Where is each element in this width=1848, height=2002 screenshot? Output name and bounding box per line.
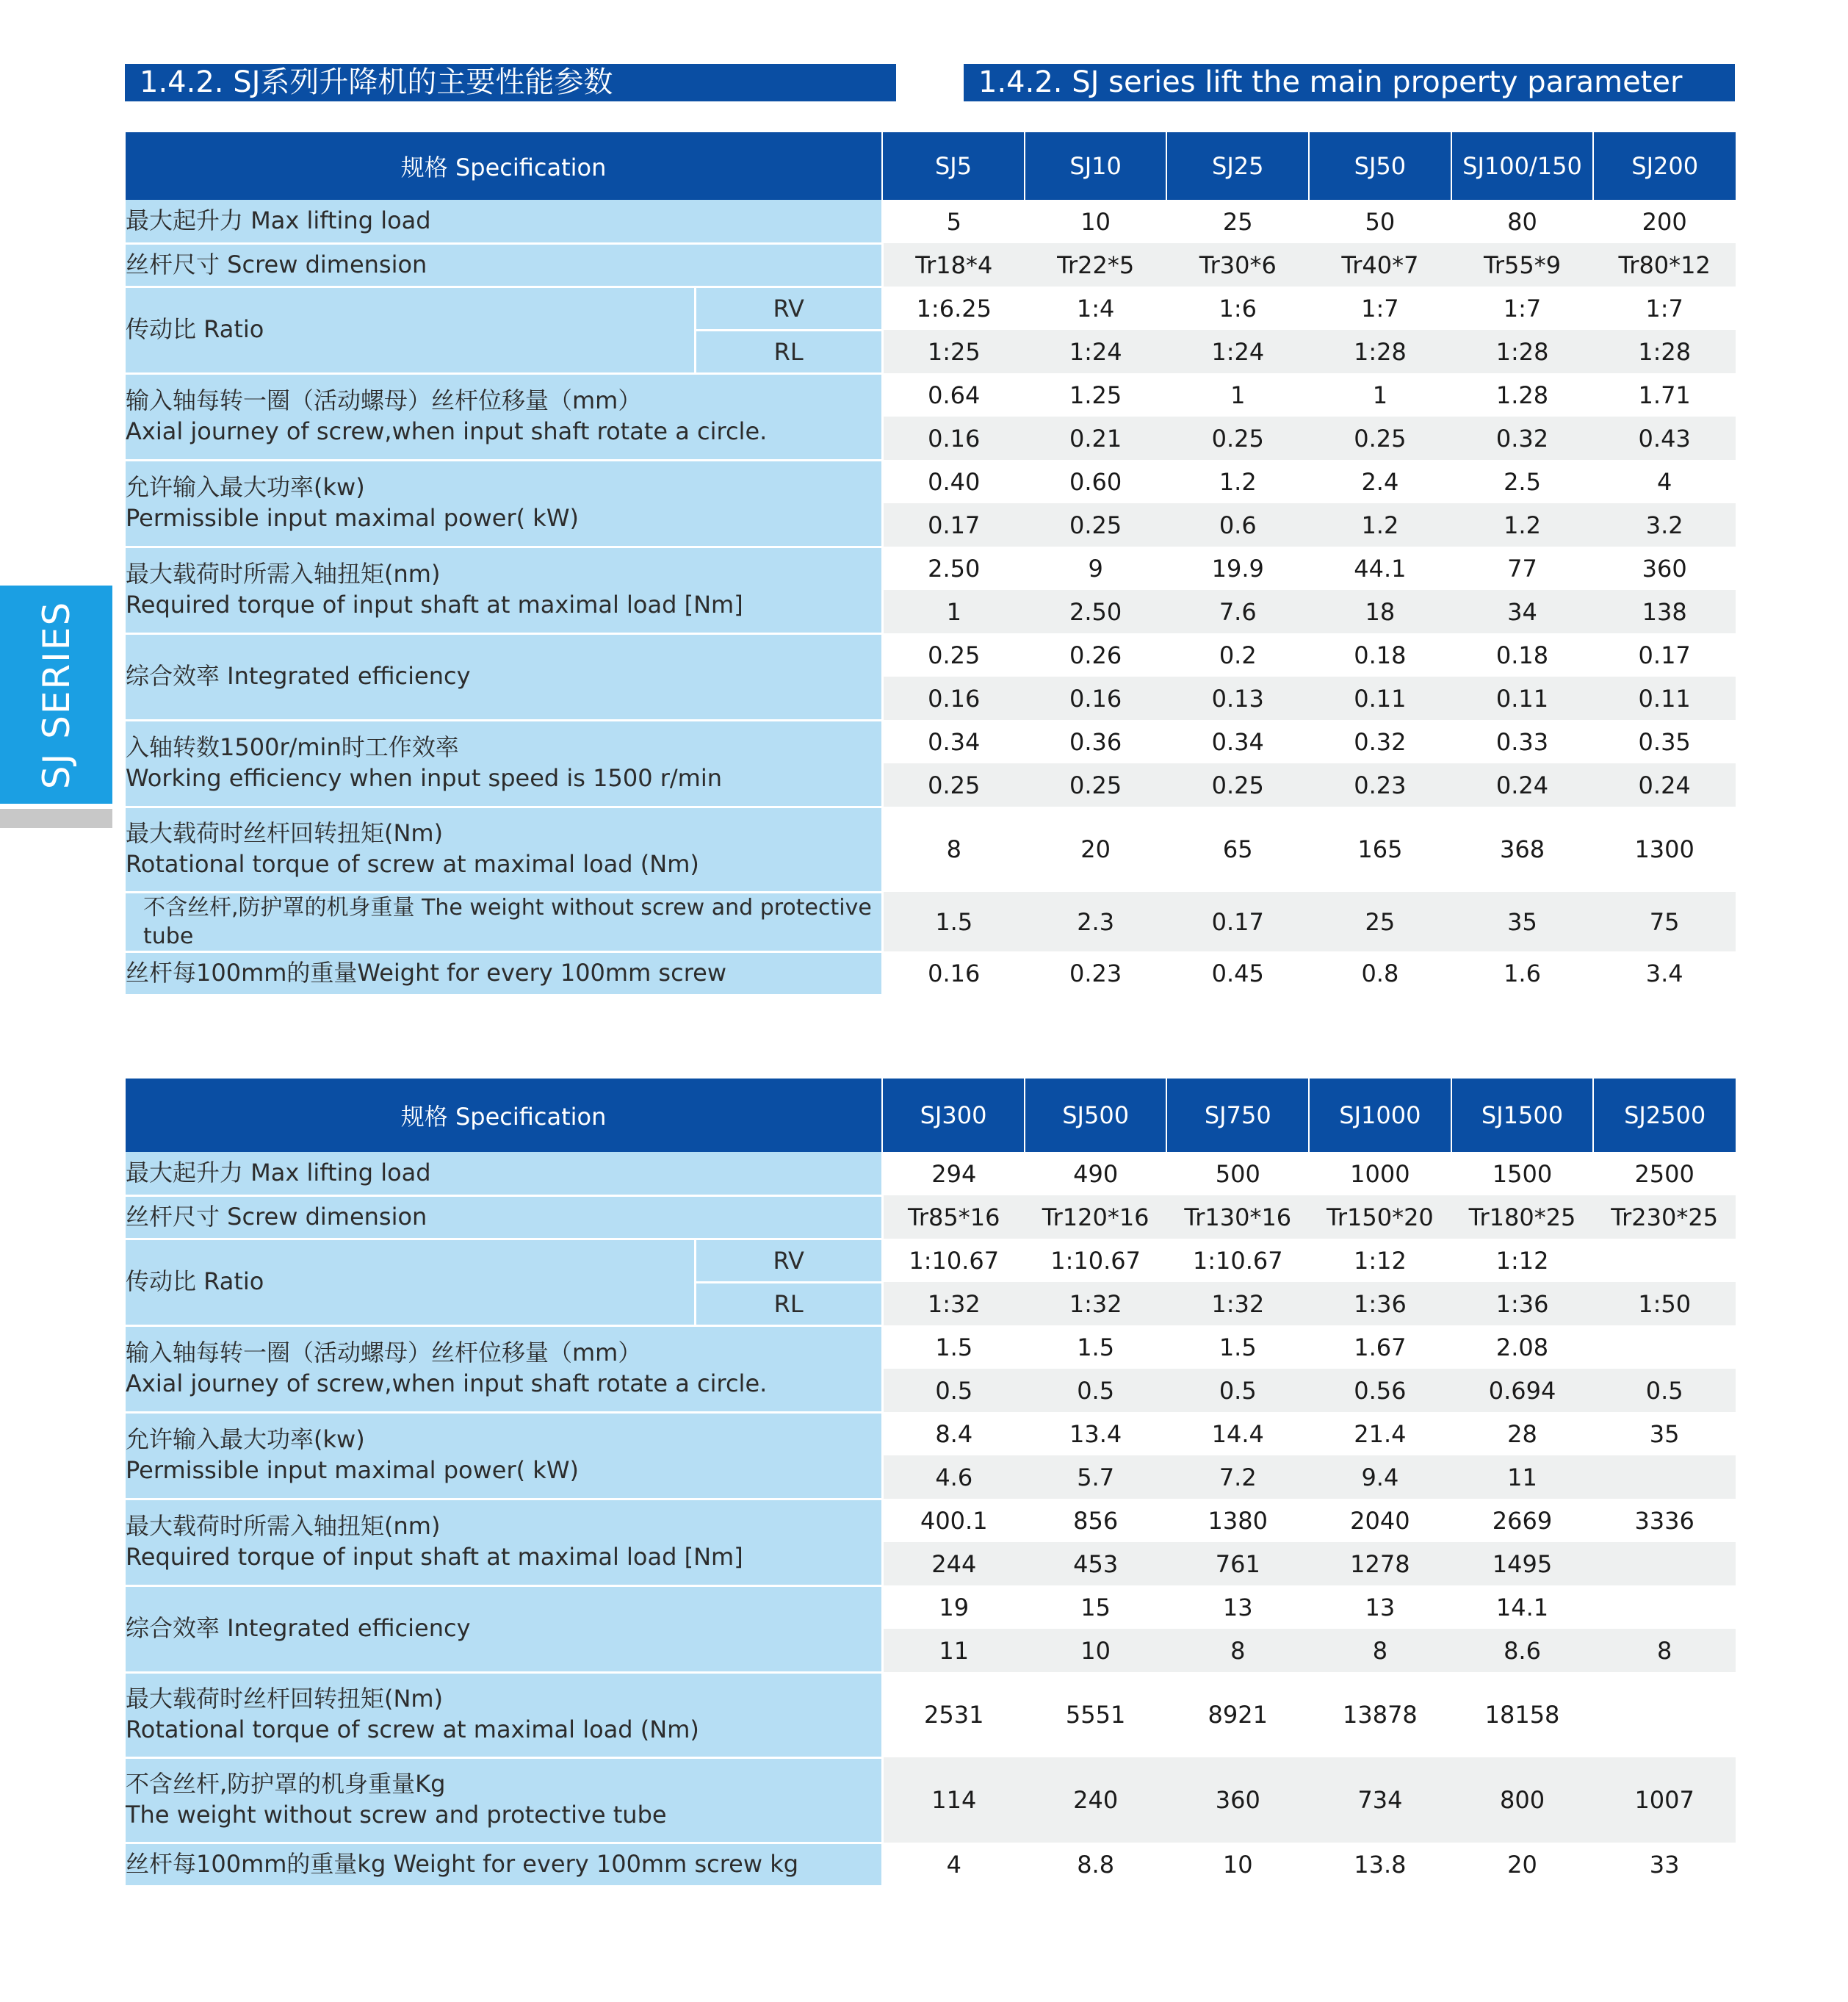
table-cell: 0.25 [1309, 417, 1451, 460]
table-cell: 13 [1309, 1585, 1451, 1629]
table-cell: 0.17 [1166, 892, 1309, 951]
spec-table-2 [126, 1079, 1736, 1887]
table-cell: 1.5 [1025, 1325, 1167, 1369]
table-row [126, 200, 1736, 243]
table-cell: Tr130*16 [1166, 1195, 1309, 1239]
table-cell [1593, 1325, 1736, 1369]
table-cell: 7.6 [1166, 590, 1309, 633]
table-cell: 0.25 [1025, 503, 1167, 547]
table-cell: 1380 [1166, 1499, 1309, 1542]
table-cell: 34 [1451, 590, 1594, 633]
table-header-row [126, 132, 1736, 200]
table-cell: 1:10.67 [882, 1239, 1025, 1282]
model-header: SJ1000 [1309, 1079, 1451, 1152]
table-cell: 11 [1451, 1455, 1594, 1499]
table-cell: 7.2 [1166, 1455, 1309, 1499]
table-cell: 0.5 [1166, 1369, 1309, 1412]
table-cell: 13.8 [1309, 1843, 1451, 1886]
table-cell: 0.17 [882, 503, 1025, 547]
row-label-en: Axial journey of screw,when input shaft rotate a circle. [126, 417, 768, 445]
table-cell: 8921 [1166, 1672, 1309, 1757]
row-label-cn: 允许输入最大功率(kw) [126, 1425, 365, 1454]
series-side-tab-label: SJ SERIES [35, 600, 78, 789]
table-cell: 44.1 [1309, 547, 1451, 590]
row-label [126, 373, 882, 460]
table-cell: 0.24 [1451, 763, 1594, 807]
row-label [126, 1412, 882, 1499]
table-cell: 500 [1166, 1152, 1309, 1195]
table-cell: 0.33 [1451, 720, 1594, 763]
model-header: SJ500 [1025, 1079, 1167, 1152]
table-cell: 8 [882, 807, 1025, 892]
row-label [126, 720, 882, 807]
section-title-cn: 1.4.2. SJ系列升降机的主要性能参数 [125, 64, 896, 101]
table-cell: 2.08 [1451, 1325, 1594, 1369]
table-cell: 2500 [1593, 1152, 1736, 1195]
table-cell: 3.2 [1593, 503, 1736, 547]
table-cell [1593, 1542, 1736, 1585]
table-cell: Tr18*4 [882, 243, 1025, 287]
table-cell: 3.4 [1593, 951, 1736, 995]
table-cell: 0.25 [882, 763, 1025, 807]
table-cell: 0.11 [1593, 677, 1736, 720]
table-cell: 0.45 [1166, 951, 1309, 995]
row-label-en: Rotational torque of screw at maximal load (Nm) [126, 850, 699, 878]
table-cell: 1500 [1451, 1152, 1594, 1195]
row-label-cn: 不含丝杆,防护罩的机身重量Kg [126, 1770, 446, 1798]
table-cell: 5.7 [1025, 1455, 1167, 1499]
table-cell: 0.23 [1025, 951, 1167, 995]
table-cell: 35 [1593, 1412, 1736, 1455]
table-cell [1593, 1585, 1736, 1629]
table-cell: 0.11 [1451, 677, 1594, 720]
model-header: SJ200 [1593, 132, 1736, 200]
row-label [126, 1325, 882, 1412]
model-header: SJ750 [1166, 1079, 1309, 1152]
table-cell: 1:25 [882, 330, 1025, 373]
model-header: SJ5 [882, 132, 1025, 200]
table-cell: 800 [1451, 1757, 1594, 1843]
model-header: SJ2500 [1593, 1079, 1736, 1152]
table-cell: 360 [1593, 547, 1736, 590]
table-cell: 1:24 [1166, 330, 1309, 373]
row-label: 综合效率 Integrated efficiency [126, 633, 882, 720]
table-cell: 19.9 [1166, 547, 1309, 590]
table-cell: 0.8 [1309, 951, 1451, 995]
table-cell [1593, 1672, 1736, 1757]
table-cell: 0.5 [1025, 1369, 1167, 1412]
table-cell: 244 [882, 1542, 1025, 1585]
model-header: SJ300 [882, 1079, 1025, 1152]
table-cell: 114 [882, 1757, 1025, 1843]
table-cell: 0.11 [1309, 677, 1451, 720]
table-cell: 0.32 [1451, 417, 1594, 460]
table-cell: 21.4 [1309, 1412, 1451, 1455]
table-row [126, 243, 1736, 287]
row-label-en: The weight without screw and protective tube [126, 1801, 667, 1829]
table-cell: 1:32 [882, 1282, 1025, 1325]
table-cell: 8 [1309, 1629, 1451, 1672]
table-cell: 1:7 [1309, 287, 1451, 330]
table-cell: 5 [882, 200, 1025, 243]
table-cell: 65 [1166, 807, 1309, 892]
table-cell: 200 [1593, 200, 1736, 243]
row-label: 最大起升力 Max lifting load [126, 200, 882, 243]
table-cell: 2.5 [1451, 460, 1594, 503]
table-cell: 4 [882, 1843, 1025, 1886]
row-label-cn: 输入轴每转一圈（活动螺母）丝杆位移量（mm） [126, 1339, 642, 1367]
series-side-tab [0, 586, 112, 804]
row-label: 传动比 Ratio [126, 287, 695, 373]
table-cell: 0.18 [1309, 633, 1451, 677]
table-cell: 0.60 [1025, 460, 1167, 503]
table-row [126, 1412, 1736, 1455]
row-label: 丝杆每100mm的重量Weight for every 100mm screw [126, 951, 882, 995]
model-header: SJ50 [1309, 132, 1451, 200]
table-cell: 0.40 [882, 460, 1025, 503]
table-cell: 4.6 [882, 1455, 1025, 1499]
table-cell: 9.4 [1309, 1455, 1451, 1499]
table-cell: 25 [1166, 200, 1309, 243]
table-row [126, 1499, 1736, 1542]
table-row [126, 1325, 1736, 1369]
row-label: 丝杆尺寸 Screw dimension [126, 243, 882, 287]
table-cell: 1:28 [1309, 330, 1451, 373]
table-cell: 2040 [1309, 1499, 1451, 1542]
table-cell: 453 [1025, 1542, 1167, 1585]
table-cell: 33 [1593, 1843, 1736, 1886]
table-cell: 8 [1166, 1629, 1309, 1672]
model-header: SJ25 [1166, 132, 1309, 200]
table-cell: 4 [1593, 460, 1736, 503]
table-row [126, 373, 1736, 417]
table-cell: 0.32 [1309, 720, 1451, 763]
table-cell: Tr150*20 [1309, 1195, 1451, 1239]
table-cell: 3336 [1593, 1499, 1736, 1542]
table-cell: Tr85*16 [882, 1195, 1025, 1239]
row-label-en: Permissible input maximal power( kW) [126, 1456, 579, 1484]
table-cell: 20 [1451, 1843, 1594, 1886]
table-cell: 0.16 [882, 951, 1025, 995]
table-cell: 0.2 [1166, 633, 1309, 677]
table-cell: 1.2 [1166, 460, 1309, 503]
table-cell: 0.25 [1166, 417, 1309, 460]
row-label: 丝杆每100mm的重量kg Weight for every 100mm screw kg [126, 1843, 882, 1886]
table-cell: 2669 [1451, 1499, 1594, 1542]
table-cell: 8.4 [882, 1412, 1025, 1455]
spec-header-label: 规格 Specification [126, 132, 882, 200]
table-cell: 0.5 [882, 1369, 1025, 1412]
table-cell: Tr40*7 [1309, 243, 1451, 287]
row-sublabel-rv: RV [695, 1239, 882, 1282]
table-cell: 50 [1309, 200, 1451, 243]
row-label [126, 807, 882, 892]
row-label: 不含丝杆,防护罩的机身重量 The weight without screw and protective tube [126, 892, 882, 951]
table-cell: 14.4 [1166, 1412, 1309, 1455]
table-cell: 1:36 [1309, 1282, 1451, 1325]
table-cell: 11 [882, 1629, 1025, 1672]
spec-header-label: 规格 Specification [126, 1079, 882, 1152]
table-cell: 1:32 [1166, 1282, 1309, 1325]
row-label-cn: 输入轴每转一圈（活动螺母）丝杆位移量（mm） [126, 386, 642, 415]
table-cell: 0.25 [882, 633, 1025, 677]
model-header: SJ100/150 [1451, 132, 1594, 200]
table-cell: 1:28 [1593, 330, 1736, 373]
table-row [126, 720, 1736, 763]
table-cell: 10 [1025, 200, 1167, 243]
table-cell: 0.694 [1451, 1369, 1594, 1412]
row-label-cn: 允许输入最大功率(kw) [126, 473, 365, 502]
row-sublabel-rl: RL [695, 330, 882, 373]
table-cell: Tr230*25 [1593, 1195, 1736, 1239]
model-header: SJ1500 [1451, 1079, 1594, 1152]
row-label-cn: 最大载荷时丝杆回转扭矩(Nm) [126, 819, 444, 848]
table-cell: 0.25 [1166, 763, 1309, 807]
table-cell: 1.2 [1309, 503, 1451, 547]
table-header-row [126, 1079, 1736, 1152]
table-cell: 734 [1309, 1757, 1451, 1843]
table-cell: 0.43 [1593, 417, 1736, 460]
table-cell: 0.24 [1593, 763, 1736, 807]
row-label-cn: 最大载荷时所需入轴扭矩(nm) [126, 560, 441, 588]
table-cell: 80 [1451, 200, 1594, 243]
row-label: 丝杆尺寸 Screw dimension [126, 1195, 882, 1239]
table-cell: 0.21 [1025, 417, 1167, 460]
table-cell [1593, 1455, 1736, 1499]
table-row [126, 460, 1736, 503]
row-label: 传动比 Ratio [126, 1239, 695, 1325]
table-cell: 2531 [882, 1672, 1025, 1757]
table-cell: Tr180*25 [1451, 1195, 1594, 1239]
table-cell: 0.56 [1309, 1369, 1451, 1412]
table-cell: 1:28 [1451, 330, 1594, 373]
table-cell: 28 [1451, 1412, 1594, 1455]
table-cell: 490 [1025, 1152, 1167, 1195]
row-label: 综合效率 Integrated efficiency [126, 1585, 882, 1672]
table-cell: 0.25 [1025, 763, 1167, 807]
table-cell: 1:6 [1166, 287, 1309, 330]
table-cell: 25 [1309, 892, 1451, 951]
table-cell: 20 [1025, 807, 1167, 892]
table-cell: Tr120*16 [1025, 1195, 1167, 1239]
spec-table-1 [126, 132, 1736, 996]
table-cell: 360 [1166, 1757, 1309, 1843]
table-cell: 14.1 [1451, 1585, 1594, 1629]
row-label [126, 547, 882, 633]
table-cell: 0.17 [1593, 633, 1736, 677]
row-label-en: Rotational torque of screw at maximal load (Nm) [126, 1715, 699, 1743]
table-cell: 0.35 [1593, 720, 1736, 763]
table-cell: 1.2 [1451, 503, 1594, 547]
table-cell: 1 [1309, 373, 1451, 417]
table-row [126, 1757, 1736, 1843]
table-cell: 0.16 [882, 677, 1025, 720]
table-cell: 1:36 [1451, 1282, 1594, 1325]
table-cell: 1:12 [1309, 1239, 1451, 1282]
table-cell: Tr30*6 [1166, 243, 1309, 287]
table-cell: 18158 [1451, 1672, 1594, 1757]
row-label [126, 1672, 882, 1757]
table-row [126, 1843, 1736, 1886]
row-label-cn: 最大载荷时所需入轴扭矩(nm) [126, 1512, 441, 1541]
table-cell: 1007 [1593, 1757, 1736, 1843]
table-cell: 1:7 [1451, 287, 1594, 330]
table-cell: 2.3 [1025, 892, 1167, 951]
table-cell: 0.23 [1309, 763, 1451, 807]
table-cell: 1.67 [1309, 1325, 1451, 1369]
table-cell: 0.16 [882, 417, 1025, 460]
table-cell: 1:6.25 [882, 287, 1025, 330]
table-cell: 1300 [1593, 807, 1736, 892]
table-cell: 0.18 [1451, 633, 1594, 677]
table-cell: 1:50 [1593, 1282, 1736, 1325]
table-cell: 2.50 [882, 547, 1025, 590]
row-label [126, 1757, 882, 1843]
table-cell: 0.5 [1593, 1369, 1736, 1412]
side-tab-strip [0, 809, 112, 828]
row-label-en: Required torque of input shaft at maximal load [Nm] [126, 1543, 743, 1571]
table-cell: 13 [1166, 1585, 1309, 1629]
table-cell: 165 [1309, 807, 1451, 892]
table-cell: 138 [1593, 590, 1736, 633]
row-label-cn: 入轴转数1500r/min时工作效率 [126, 733, 459, 762]
table-cell: 0.13 [1166, 677, 1309, 720]
table-cell: 8.6 [1451, 1629, 1594, 1672]
table-row [126, 547, 1736, 590]
table-row [126, 287, 1736, 330]
table-cell: 13878 [1309, 1672, 1451, 1757]
table-cell: 35 [1451, 892, 1594, 951]
row-label [126, 1499, 882, 1585]
table-cell: 1:10.67 [1166, 1239, 1309, 1282]
table-row [126, 1152, 1736, 1195]
row-label-en: Required torque of input shaft at maximal load [Nm] [126, 591, 743, 619]
table-cell: 1 [882, 590, 1025, 633]
table-cell: 0.26 [1025, 633, 1167, 677]
table-cell: 761 [1166, 1542, 1309, 1585]
table-row [126, 951, 1736, 995]
table-cell: 1.71 [1593, 373, 1736, 417]
row-label-en: Permissible input maximal power( kW) [126, 504, 579, 532]
table-cell: 856 [1025, 1499, 1167, 1542]
table-cell: 0.16 [1025, 677, 1167, 720]
table-cell: 2.50 [1025, 590, 1167, 633]
table-row [126, 892, 1736, 951]
table-row [126, 1239, 1736, 1282]
table-cell: 10 [1166, 1843, 1309, 1886]
table-cell: 1:7 [1593, 287, 1736, 330]
table-cell: 1.6 [1451, 951, 1594, 995]
table-cell: 1:32 [1025, 1282, 1167, 1325]
table-cell: 1495 [1451, 1542, 1594, 1585]
table-cell: 0.64 [882, 373, 1025, 417]
table-cell: 0.34 [882, 720, 1025, 763]
table-cell: 77 [1451, 547, 1594, 590]
table-row [126, 1672, 1736, 1757]
table-cell: 8 [1593, 1629, 1736, 1672]
row-label: 最大起升力 Max lifting load [126, 1152, 882, 1195]
table-row [126, 807, 1736, 892]
table-cell: 75 [1593, 892, 1736, 951]
table-cell: 1:12 [1451, 1239, 1594, 1282]
table-cell: 368 [1451, 807, 1594, 892]
row-label [126, 460, 882, 547]
table-cell: 1278 [1309, 1542, 1451, 1585]
table-cell: 15 [1025, 1585, 1167, 1629]
table-cell: 1.5 [882, 892, 1025, 951]
table-cell: 0.36 [1025, 720, 1167, 763]
row-sublabel-rv: RV [695, 287, 882, 330]
table-cell: 1.5 [882, 1325, 1025, 1369]
table-cell: Tr55*9 [1451, 243, 1594, 287]
table-cell: 9 [1025, 547, 1167, 590]
row-sublabel-rl: RL [695, 1282, 882, 1325]
table-cell: Tr80*12 [1593, 243, 1736, 287]
row-label-cn: 最大载荷时丝杆回转扭矩(Nm) [126, 1685, 444, 1713]
table-cell: Tr22*5 [1025, 243, 1167, 287]
table-cell: 240 [1025, 1757, 1167, 1843]
table-cell: 1:10.67 [1025, 1239, 1167, 1282]
table-cell: 18 [1309, 590, 1451, 633]
table-cell: 13.4 [1025, 1412, 1167, 1455]
table-row [126, 1195, 1736, 1239]
table-cell: 1:24 [1025, 330, 1167, 373]
table-row [126, 633, 1736, 677]
row-label-en: Working efficiency when input speed is 1500 r/min [126, 764, 723, 792]
section-title-en: 1.4.2. SJ series lift the main property parameter [964, 64, 1735, 101]
row-label-en: Axial journey of screw,when input shaft rotate a circle. [126, 1369, 768, 1397]
table-cell: 1.28 [1451, 373, 1594, 417]
table-cell: 1:4 [1025, 287, 1167, 330]
table-cell: 294 [882, 1152, 1025, 1195]
table-cell: 2.4 [1309, 460, 1451, 503]
model-header: SJ10 [1025, 132, 1167, 200]
table-cell: 0.34 [1166, 720, 1309, 763]
table-cell: 0.6 [1166, 503, 1309, 547]
table-cell: 400.1 [882, 1499, 1025, 1542]
table-cell [1593, 1239, 1736, 1282]
table-cell: 8.8 [1025, 1843, 1167, 1886]
table-cell: 1 [1166, 373, 1309, 417]
table-cell: 19 [882, 1585, 1025, 1629]
table-cell: 1000 [1309, 1152, 1451, 1195]
table-row [126, 1585, 1736, 1629]
table-cell: 1.5 [1166, 1325, 1309, 1369]
table-cell: 1.25 [1025, 373, 1167, 417]
table-cell: 10 [1025, 1629, 1167, 1672]
table-cell: 5551 [1025, 1672, 1167, 1757]
